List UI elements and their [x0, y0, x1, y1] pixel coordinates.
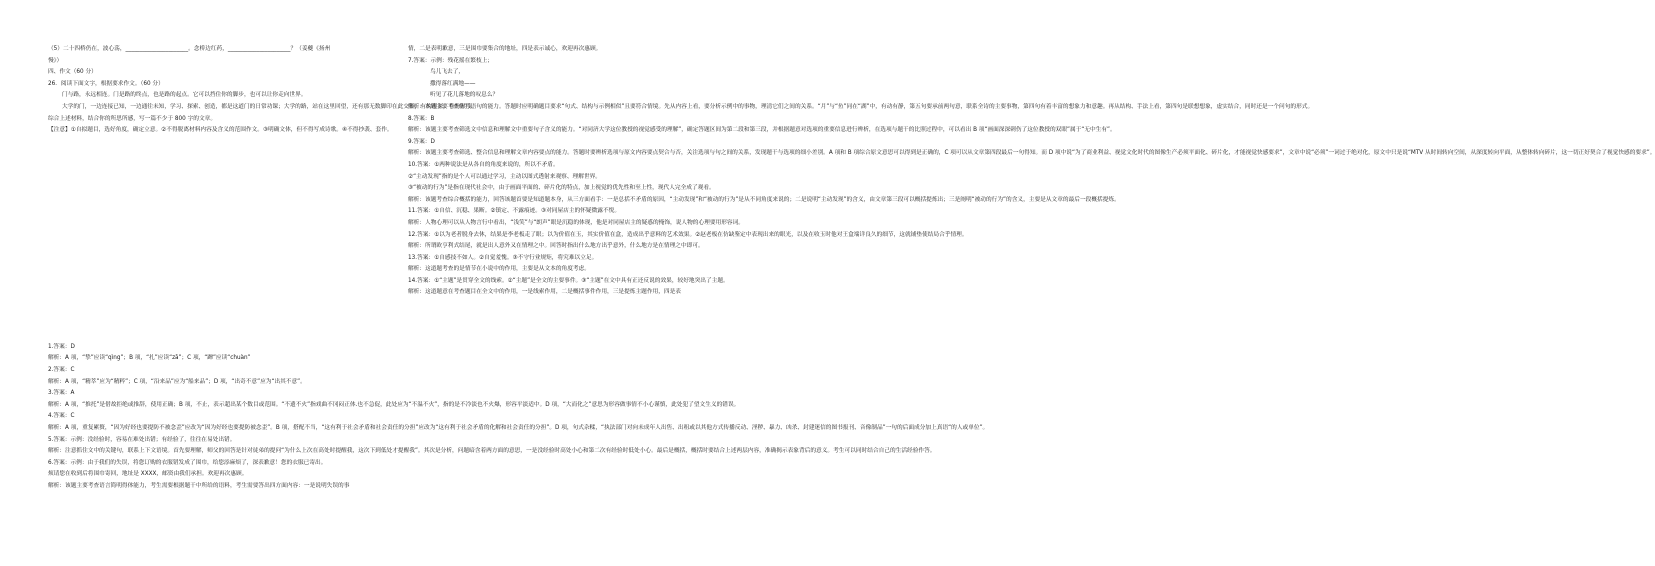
answer-line: 2.答案：C: [48, 366, 75, 373]
answer-line: 8.答案：B: [408, 115, 435, 122]
poem-line: 撒得落红满地——: [430, 80, 476, 87]
answer-line: ③“被动的行为”是指在现代社会中，由于画面平面的、碎片化的特点，加上视觉的优先性和至上性，现代人完全成了观看。: [408, 185, 715, 192]
answer-line: 4.答案：C: [48, 413, 75, 420]
answer-line: 解析：人物心理可以从人物言行中看出，“浅笑”与“朗声”眼是沉稳的体现，他是对同屋店主的疑惑的掩饰，说人物的心理要用形容词。: [408, 219, 744, 226]
answer-line: 1.答案：D: [48, 343, 75, 350]
essay-material-line: 大学的门，一边连接已知，一边通往未知，学习、探索、创造，都是这道门的日常功课；大学的路，站在这里回望，还有那无数脚印在此交集，有的很深，有的很浅。: [62, 103, 478, 110]
answer-line: 5.答案：示例：没经验时，容易在难处出错；有经验了，往往在易处出错。: [48, 436, 236, 443]
poem-line: 鸟儿飞去了，: [430, 69, 465, 76]
right-column: [408, 44, 1655, 299]
answer-line: 7.答案：示例：残花摇在繁枝上；: [408, 57, 494, 64]
answer-line: 解析：该题主要考查语言简明得体能力，考生需要根据题干中所给的语料，考生需要答出四方面内容：一是说明失误的事: [48, 482, 350, 489]
essay-material-line: 门与路，永远相连。门是路的终点，也是路的起点。它可以挡住你的脚步，也可以让你走向世界。: [62, 92, 307, 99]
answer-line: 情，二是表明歉意，三是围巾要集合的地址，四是表示诚心，欢迎再次惠顾。: [408, 46, 602, 52]
poem-line: 听见了花儿落地的叹息么？: [430, 92, 499, 99]
answer-line: 解析：A 项，“挚”应读“qìng”；B 项，“扎”应读“zā”；C 项，“蹿”应读“chuàn”: [48, 355, 251, 362]
answer-line: 解析：该题考查综合概括的能力，回答该题首要是知道题本身，从三方面看手：一是总括不矛盾的原因，“主动发现”和“被动的行为”是从不同角度来说的；二是说明“主动发现”的含义，由文章第三段可以概括提炼出；三是阐明“被动的行为”的含义，主要是从文章的最后一段概括提炼。: [408, 196, 1120, 203]
essay-requirement-line: 综合上述材料，结合你的所思所感，写一篇不少于 800 字的文章。: [48, 115, 217, 122]
answer-line: 解析：这道题考查的是情节在小说中的作用，主要是从文本的角度考虑。: [408, 266, 590, 273]
answer-line: 烦请您在收到后将围巾寄回，地址是 XXXX，邮资由我们承担。欢迎再次惠顾。: [48, 471, 248, 478]
question-25-line: （5）二十四桥仍在，波心荡，______________________。念桥边红药，______________________？（姜夔《扬州: [48, 46, 331, 52]
answer-line: 14.答案：①“主题”是贯穿全文的线索。②“主题”是全文的主要事件。③“主题”在文中具有正还反说的效果，较好地突出了主题。: [408, 277, 729, 284]
question-26-line: 26．阅读下面文字，根据要求作文。（60 分）: [48, 80, 164, 87]
answer-line: 6.答案：示例：由于我们的失误，将您订购的衣服错发成了围巾，给您添麻烦了，深表歉意！您的衣服已寄出。: [48, 459, 327, 466]
question-25-source: 慢》）: [48, 57, 63, 64]
answer-line: 解析：A 项，“精萃”应为“精粹”；C 项，“沿来品”应为“船来品”；D 项，“出奇不意”应为“出其不意”。: [48, 378, 306, 385]
blank-space: [48, 137, 391, 342]
answer-line: 解析：该题主要考查筛选文中信息和理解文中重要句子含义的能力。“对同济大学这位教授的视觉感受的理解”，确定答题区间为第二段和第三段，并根据题意对选项的重要信息进行辨析，在选项与题干的比照过程中，可以看出 B 项“画面深深刺伤了这位教授的双眼”属于“无中生有”。: [408, 127, 1116, 134]
answer-line: 13.答案：①自感技不如人。②自觉羞愧。③不守行业规矩，将究难以立足。: [408, 254, 598, 261]
answer-line: 解析：A 项，“推托”是借故拒绝或推辞，使用正确；B 项，不止，表示超出某个数目或范围。“不遗不火”指戏曲不冈闷正体.也不急促，此处应为“不温不火”，指的是不冷淡也不火爆，形容平淡适中。D 项，“大而化之”意思为形容做事情不小心谨慎，此处犯了望文生义的错误。: [48, 401, 740, 408]
answer-line: 解析：该题主要考查筛选、整合信息和理解文章内容要点的能力。答题时要辨析选项与原文内容要点契合与否，关注选项与句之间的关系，发现题干与选项的细小差别。A 项和 B 项综合原文意思可以得到是正确的，C 项可以从文章第四段最后一句得知。而 D 项中说“为了商业利益、视觉文化时代的图像生产必须平面化、碎片化，才能视觉快感要求”，文章中说“必须”一词过于绝对化，原文中只是说“MTV 从时间转向空间，从深度转向平面，从整体转向碎片，这一切正好契合了视觉快感的要求”。: [408, 150, 1655, 157]
answer-line: 解析：A 项，重复累赘，“因为好经也要提防不被念歪”应改为“因为好经也要提防被念歪”。B 项，搭配不当，“这有利于社会矛盾和社会责任的分担”应改为“这有利于社会矛盾的化解和社会责任的分担”。D 项，句式杂糅，“执法部门对向未成年人出售、出租或以其他方式传播反动、淫秽、暴力、凶杀、封建迷信的图书报刊、音像制品”一句的后面成分加上真语“的人或单位”。: [48, 424, 989, 431]
section-heading: 四、作文（60 分）: [48, 69, 97, 76]
answer-line: 解析：本题主要考查仿写语句的能力。答题时应明确题目要求“句式、结构与示例相似”且要符合情境。先从内容上看，要分析示例中的事物，理清它们之间的关系。“月”与“鱼”同在“湖”中，有动有静，第五句要承前两句意，联系全诗的主要事物，第四句有着丰富的想象力和意趣。再从结构、手法上看，第四句是联想想象，虚实结合，同时还是一个问句的形式。: [408, 103, 1314, 110]
answer-line: 解析：所谓欧亨利式结尾，就是出人意外又在情理之中。回答时指出什么地方出乎意外，什么地方是在情理之中即可。: [408, 243, 704, 250]
answer-line: 12.答案：①以为老者脱身去休，结果是李老板走了眼；以为价值在玉，其实价值在盒，造成出乎意料的艺术效果。②赵老板在仿缺鉴定中表现出来的眼光，以及在收玉时他对王盒端详良久的细节，这就铺垫使结局合乎情理。: [408, 231, 968, 238]
answer-line: 3.答案：A: [48, 390, 75, 397]
answer-line: ②“主动发现”指的是个人可以通过学习，主动以图式透射来观察、理解世界。: [408, 173, 601, 180]
answer-line: 10.答案：①两种说法是从各自的角度来说的，所以不矛盾。: [408, 161, 559, 168]
answer-line: 9.答案：D: [408, 138, 435, 145]
answer-line: 解析：注意抓住文中的关键句，联系上下文语境。首先要理解，师父的回答是针对徒弟的提问“为什么上次在高处时提醒我，这次下到低处才提醒我”。其次是分析，问题暗含着两方面的意思，一是没经验时高处小心和第二次有经验时低处小心。最后是概括，概括时要结合上述两层内容，准确揭示表象背后的意义。考生可以同时结合自己的生活经验作答。: [48, 448, 936, 455]
answer-line: 11.答案：①自信、沉稳、果断。②镇定、不露痕迹。③对同屋店主的怀疑微露不悦。: [408, 208, 621, 215]
essay-note-line: 【注意】①自拟题目，选好角度，确定立意。②不得脱离材料内容及含义的范围作文。③明确文体，但不得写成诗歌。④不得抄袭、套作。: [48, 127, 393, 134]
answer-line: 解析：这道题意在考查题目在全文中的作用，一是线索作用，二是概括事件作用，三是提炼主题作用，四是表: [408, 289, 681, 296]
